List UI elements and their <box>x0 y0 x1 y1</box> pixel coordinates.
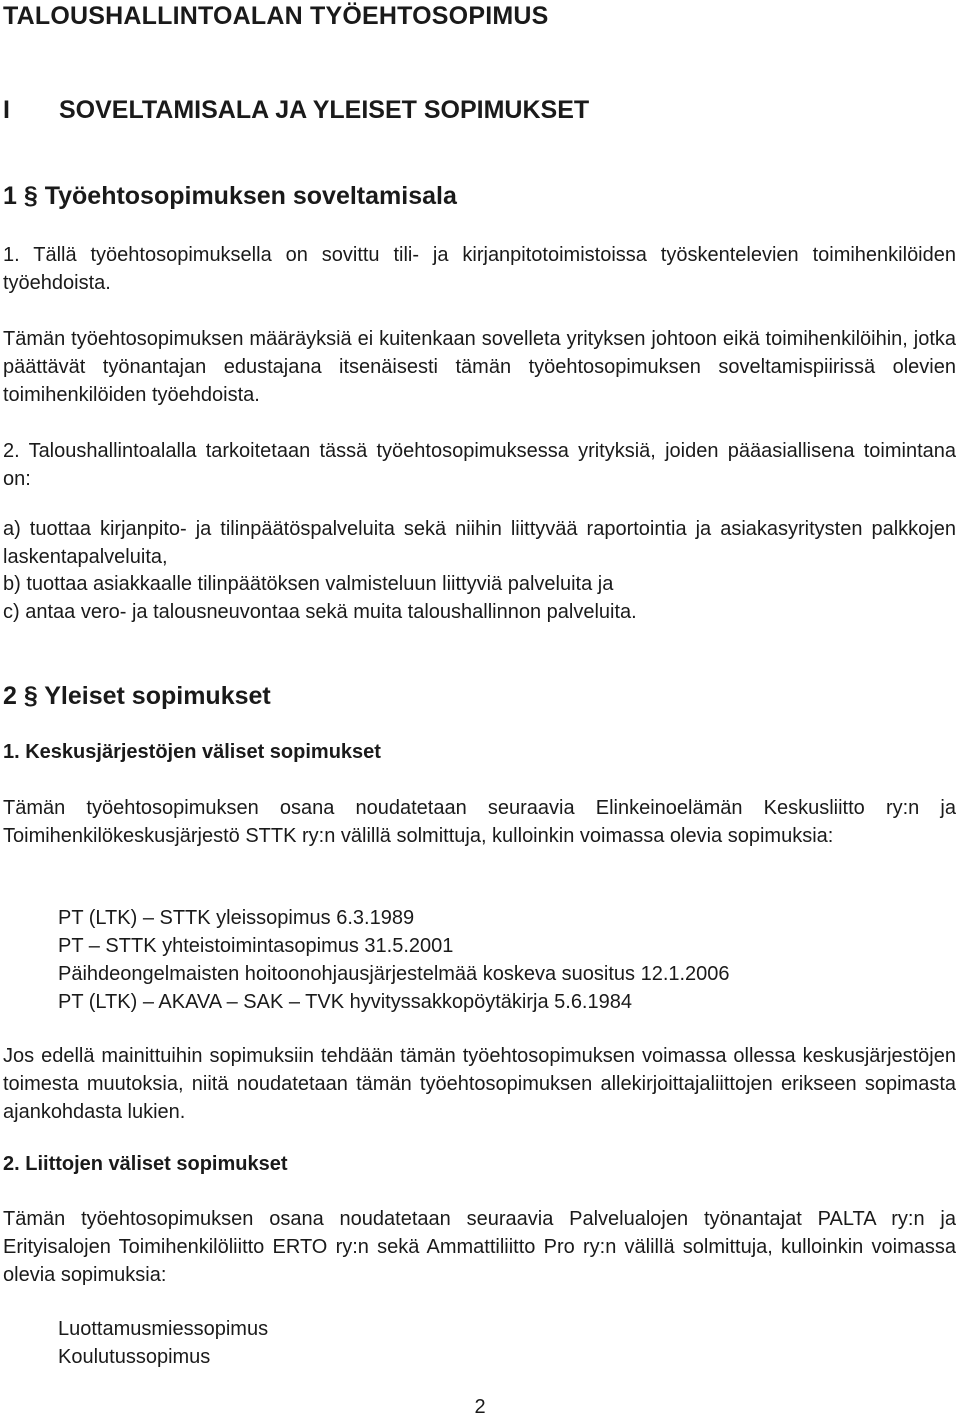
document-title: TALOUSHALLINTOALAN TYÖEHTOSOPIMUS <box>3 2 549 30</box>
list-item: PT (LTK) – AKAVA – SAK – TVK hyvityssakkopöytäkirja 5.6.1984 <box>58 991 632 1013</box>
section-1-item-a: a) tuottaa kirjanpito- ja tilinpäätöspalveluita sekä niihin liittyvää raportointia ja asiakasyritysten palkkojen laskentapalveluita, <box>3 518 956 568</box>
subsection-2-intro: Tämän työehtosopimuksen osana noudatetaan seuraavia Palvelualojen työnantajat PALTA ry:n ja Erityisalojen Toimihenkilöliitto ERTO ry:n sekä Ammattiliitto Pro ry:n välillä solmittuja, kulloinkin voimassa olevia sopimuksia: <box>3 1208 956 1286</box>
section-2-heading: 2 § Yleiset sopimukset <box>3 682 271 710</box>
union-agreement-list <box>58 1315 268 1371</box>
part-title: SOVELTAMISALA JA YLEISET SOPIMUKSET <box>59 96 590 124</box>
list-item: PT (LTK) – STTK yleissopimus 6.3.1989 <box>58 907 415 929</box>
list-item: PT – STTK yhteistoimintasopimus 31.5.2001 <box>58 935 454 957</box>
list-item: Luottamusmiessopimus <box>58 1318 269 1340</box>
list-item: Päihdeongelmaisten hoitoonohjausjärjestelmää koskeva suositus 12.1.2006 <box>58 963 730 985</box>
section-1-paragraph-3: 2. Taloushallintoalalla tarkoitetaan tässä työehtosopimuksessa yrityksiä, joiden pääasiallisena toimintana on: <box>3 440 956 490</box>
section-1-item-b: b) tuottaa asiakkaalle tilinpäätöksen valmisteluun liittyviä palveluita ja <box>3 573 614 595</box>
section-1-item-c: c) antaa vero- ja talousneuvontaa sekä muita taloushallinnon palveluita. <box>3 601 637 623</box>
section-1-paragraph-1: 1. Tällä työehtosopimuksella on sovittu tili- ja kirjanpitotoimistoissa työskentelevien toimihenkilöiden työehdoista. <box>3 244 956 294</box>
list-item: Koulutussopimus <box>58 1346 211 1368</box>
subsection-2-heading: 2. Liittojen väliset sopimukset <box>3 1153 288 1175</box>
section-1-heading: 1 § Työehtosopimuksen soveltamisala <box>3 182 457 210</box>
page-number: 2 <box>474 1396 486 1418</box>
agreement-list <box>58 904 730 1016</box>
part-heading <box>3 94 589 126</box>
part-number: I <box>3 96 10 124</box>
subsection-1-outro: Jos edellä mainittuihin sopimuksiin tehdään tämän työehtosopimuksen voimassa ollessa keskusjärjestöjen toimesta muutoksia, niitä noudatetaan tämän työehtosopimuksen allekirjoittajaliittojen erikseen sopimasta ajankohdasta lukien. <box>3 1045 956 1123</box>
section-1-paragraph-2: Tämän työehtosopimuksen määräyksiä ei kuitenkaan sovelleta yrityksen johtoon eikä toimihenkilöihin, jotka päättävät työnantajan edustajana itsenäisesti tämän työehtosopimuksen soveltamispiirissä olevien toimihenkilöiden työehdoista. <box>3 328 956 406</box>
subsection-1-intro: Tämän työehtosopimuksen osana noudatetaan seuraavia Elinkeinoelämän Keskusliitto ry:n ja Toimihenkilökeskusjärjestö STTK ry:n välillä solmittuja, kulloinkin voimassa olevia sopimuksia: <box>3 797 956 847</box>
subsection-1-heading: 1. Keskusjärjestöjen väliset sopimukset <box>3 741 381 763</box>
